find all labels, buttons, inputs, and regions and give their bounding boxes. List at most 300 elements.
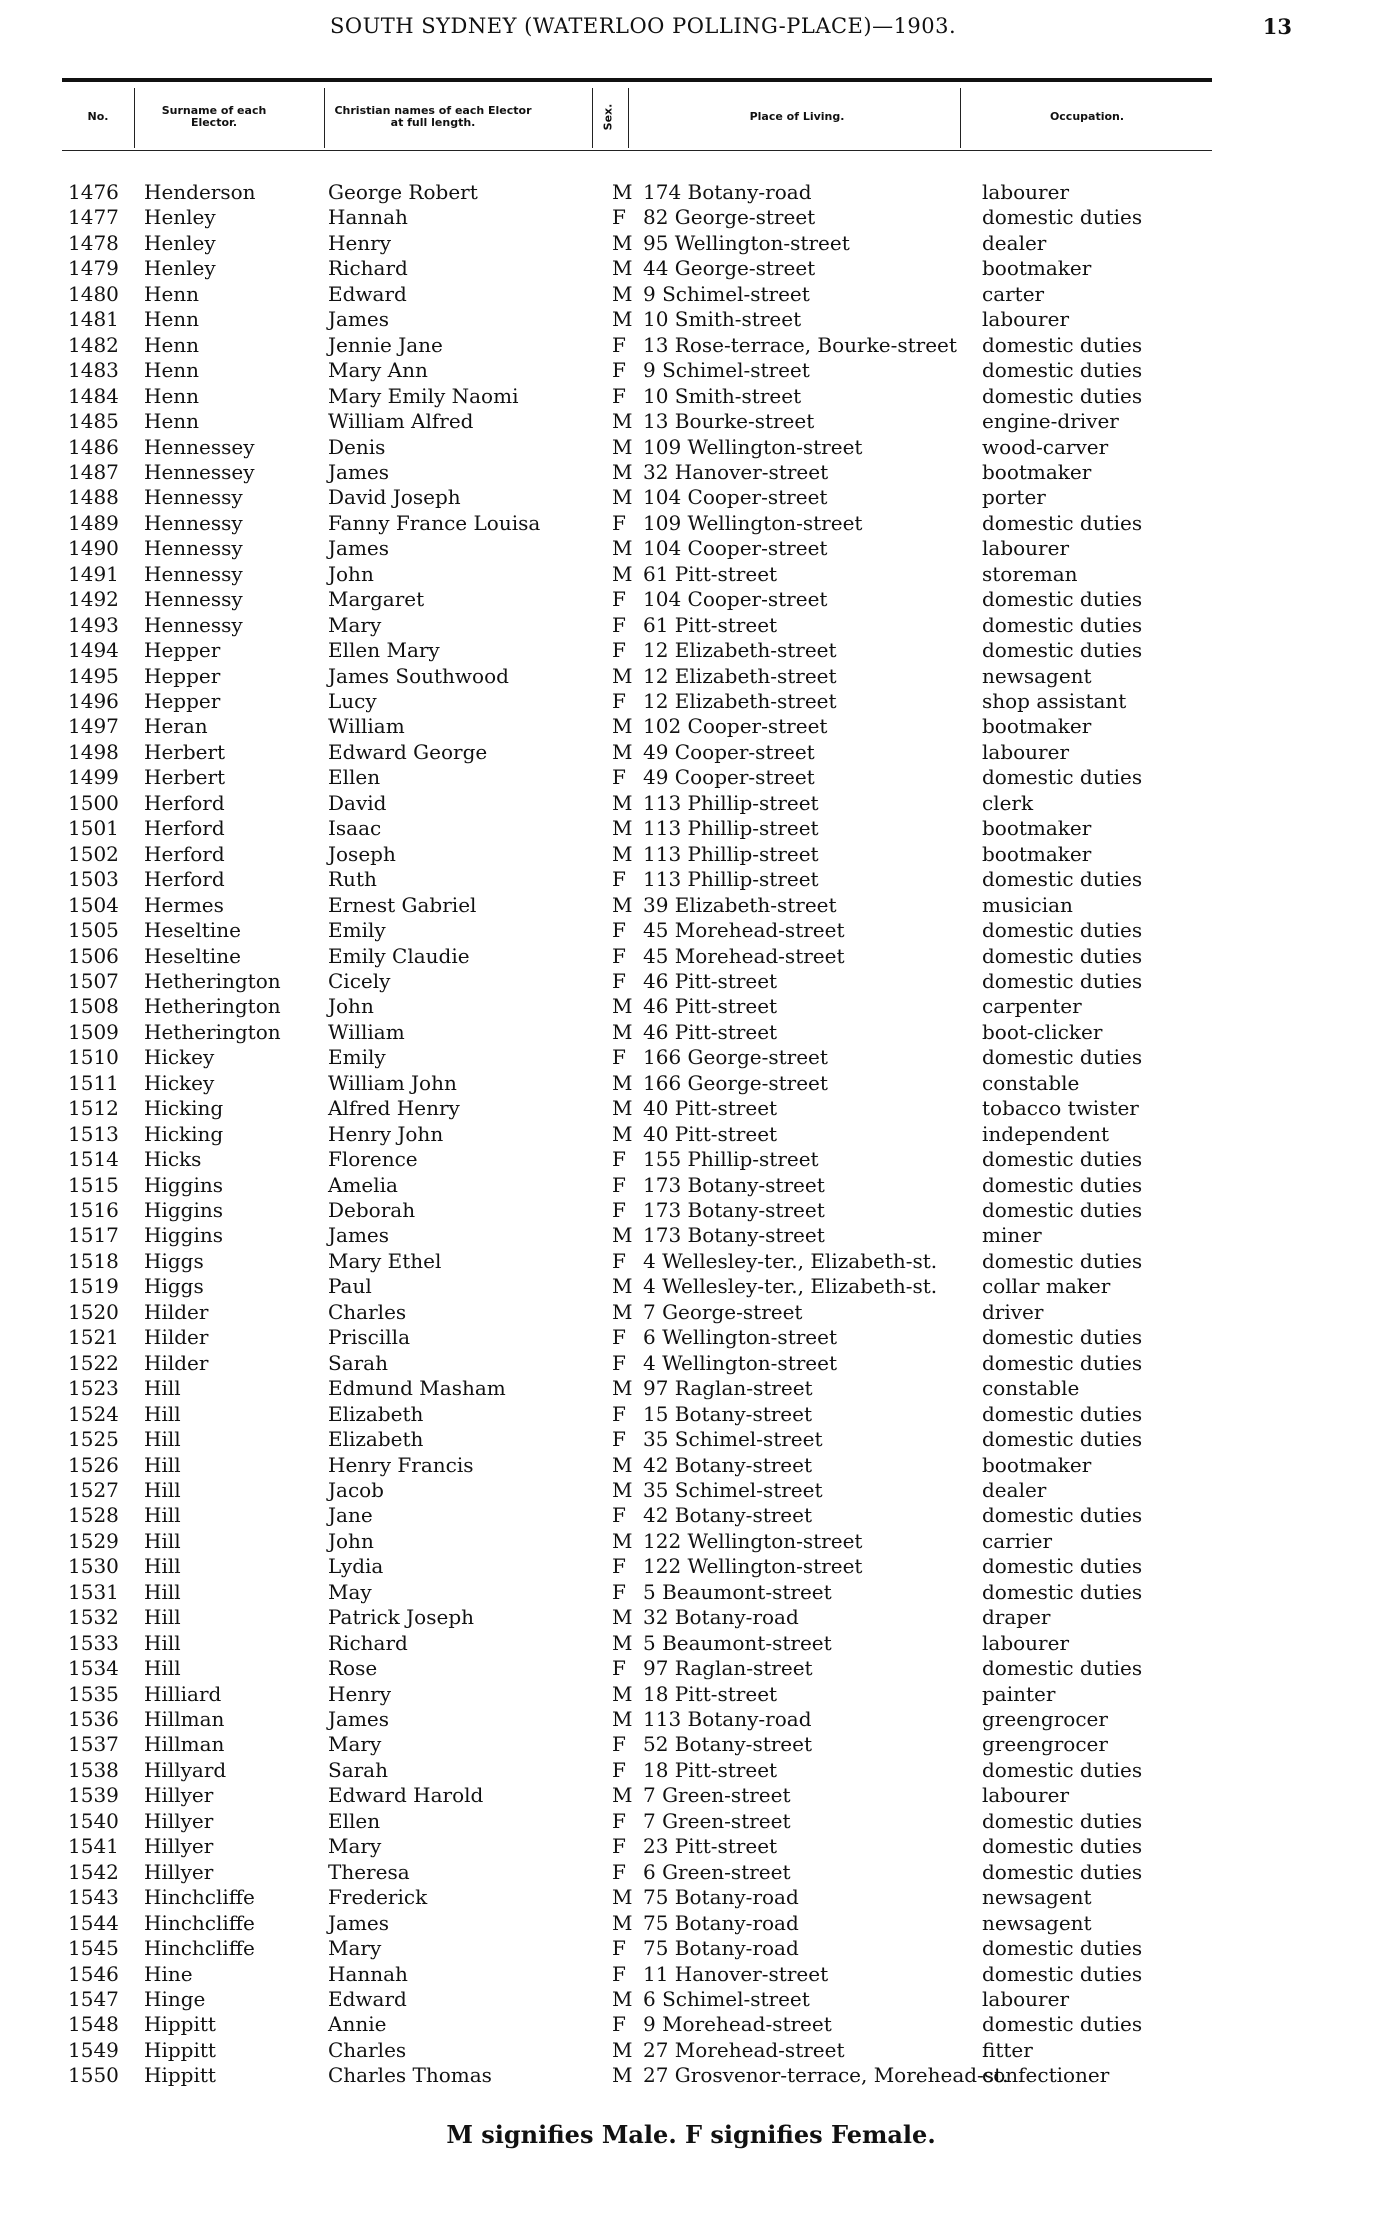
elector-number: 1495: [68, 663, 119, 688]
elector-surname: Hinchcliffe: [144, 1885, 255, 1910]
elector-sex: M: [612, 994, 633, 1019]
elector-christian-names: Patrick Joseph: [328, 1605, 474, 1630]
list-item: [0, 435, 1382, 460]
elector-place-of-living: 9 Morehead-street: [643, 2012, 832, 2037]
elector-christian-names: Jacob: [328, 1477, 384, 1502]
elector-occupation: domestic duties: [982, 1936, 1143, 1961]
elector-sex: M: [612, 1274, 633, 1299]
elector-sex: M: [612, 1477, 633, 1502]
elector-occupation: domestic duties: [982, 1147, 1143, 1172]
elector-occupation: domestic duties: [982, 1757, 1143, 1782]
elector-christian-names: Hannah: [328, 1961, 408, 1986]
elector-christian-names: John: [328, 994, 374, 1019]
elector-sex: F: [612, 1401, 626, 1426]
elector-place-of-living: 44 George-street: [643, 256, 816, 281]
elector-place-of-living: 173 Botany-street: [643, 1172, 825, 1197]
elector-surname: Hillyer: [144, 1808, 214, 1833]
elector-place-of-living: 46 Pitt-street: [643, 968, 778, 993]
list-item: [0, 791, 1382, 816]
elector-surname: Hennessy: [144, 561, 243, 586]
elector-surname: Hennessey: [144, 459, 255, 484]
list-item: [0, 205, 1382, 230]
elector-christian-names: Henry John: [328, 1121, 444, 1146]
elector-occupation: painter: [982, 1681, 1056, 1706]
elector-occupation: labourer: [982, 1630, 1070, 1655]
elector-number: 1486: [68, 434, 119, 459]
elector-number: 1538: [68, 1757, 119, 1782]
elector-number: 1504: [68, 892, 119, 917]
elector-sex: F: [612, 1350, 626, 1375]
elector-place-of-living: 7 George-street: [643, 1299, 803, 1324]
elector-number: 1479: [68, 256, 119, 281]
elector-occupation: domestic duties: [982, 867, 1143, 892]
elector-christian-names: David Joseph: [328, 485, 461, 510]
elector-surname: Hill: [144, 1656, 181, 1681]
elector-number: 1531: [68, 1579, 119, 1604]
elector-sex: F: [612, 1198, 626, 1222]
list-item: [0, 765, 1382, 790]
col-header-occupation: Occupation.: [1049, 110, 1125, 123]
elector-number: 1544: [68, 1910, 119, 1935]
list-item: [0, 282, 1382, 307]
elector-sex: F: [612, 1554, 626, 1579]
elector-number: 1528: [68, 1503, 119, 1528]
elector-occupation: labourer: [982, 739, 1070, 764]
elector-christian-names: Edward George: [328, 739, 488, 764]
elector-surname: Hilder: [144, 1325, 209, 1350]
elector-surname: Hennessy: [144, 536, 243, 561]
elector-place-of-living: 7 Green-street: [643, 1808, 791, 1833]
elector-occupation: independent: [982, 1121, 1109, 1146]
elector-number: 1483: [68, 358, 119, 383]
elector-place-of-living: 109 Wellington-street: [643, 434, 863, 459]
elector-sex: F: [612, 689, 626, 713]
elector-surname: Hillyard: [144, 1757, 227, 1782]
elector-surname: Hill: [144, 1554, 181, 1579]
elector-place-of-living: 4 Wellesley-ter., Elizabeth-st.: [643, 1248, 938, 1273]
elector-sex: F: [612, 968, 626, 993]
elector-christian-names: Frederick: [328, 1885, 428, 1910]
list-item: [0, 1071, 1382, 1096]
list-item: [0, 536, 1382, 561]
list-item: [0, 358, 1382, 383]
elector-surname: Hetherington: [144, 1019, 281, 1044]
elector-christian-names: Cicely: [328, 968, 391, 993]
elector-place-of-living: 174 Botany-road: [643, 180, 812, 204]
list-item: [0, 867, 1382, 892]
elector-sex: F: [612, 765, 626, 790]
list-item: [0, 1732, 1382, 1757]
elector-number: 1507: [68, 968, 119, 993]
elector-number: 1545: [68, 1936, 119, 1961]
top-rule: [62, 78, 1212, 82]
elector-place-of-living: 6 Green-street: [643, 1859, 791, 1884]
list-item: [0, 664, 1382, 689]
elector-sex: M: [612, 1452, 633, 1477]
elector-christian-names: George Robert: [328, 180, 478, 204]
elector-occupation: domestic duties: [982, 943, 1143, 968]
elector-christian-names: Elizabeth: [328, 1427, 424, 1452]
list-item: [0, 944, 1382, 969]
elector-christian-names: Edward Harold: [328, 1783, 484, 1808]
elector-christian-names: Mary: [328, 1834, 382, 1859]
elector-place-of-living: 113 Phillip-street: [643, 867, 819, 892]
elector-place-of-living: 113 Phillip-street: [643, 841, 819, 866]
elector-christian-names: Jane: [328, 1503, 373, 1528]
elector-place-of-living: 5 Beaumont-street: [643, 1579, 832, 1604]
elector-place-of-living: 97 Raglan-street: [643, 1656, 813, 1681]
elector-place-of-living: 18 Pitt-street: [643, 1757, 778, 1782]
elector-number: 1522: [68, 1350, 119, 1375]
elector-occupation: newsagent: [982, 1910, 1092, 1935]
elector-surname: Heseltine: [144, 918, 241, 943]
elector-sex: M: [612, 281, 633, 306]
list-item: [0, 893, 1382, 918]
elector-christian-names: William: [328, 1019, 405, 1044]
elector-place-of-living: 52 Botany-street: [643, 1732, 813, 1757]
elector-occupation: domestic duties: [982, 383, 1143, 408]
column-divider: [628, 88, 629, 148]
elector-number: 1501: [68, 816, 119, 841]
column-divider: [592, 88, 593, 148]
elector-christian-names: Mary Ann: [328, 358, 428, 383]
elector-occupation: domestic duties: [982, 1248, 1143, 1273]
elector-surname: Hicking: [144, 1121, 224, 1146]
elector-number: 1527: [68, 1477, 119, 1502]
elector-surname: Hill: [144, 1579, 181, 1604]
list-item: [0, 1427, 1382, 1452]
list-item: [0, 1478, 1382, 1503]
elector-place-of-living: 122 Wellington-street: [643, 1554, 863, 1579]
elector-place-of-living: 32 Botany-road: [643, 1605, 799, 1630]
elector-christian-names: Florence: [328, 1147, 418, 1172]
elector-number: 1529: [68, 1528, 119, 1553]
list-item: [0, 1325, 1382, 1350]
list-item: [0, 1173, 1382, 1198]
elector-occupation: constable: [982, 1070, 1080, 1095]
elector-christian-names: Hannah: [328, 205, 408, 230]
elector-occupation: labourer: [982, 1783, 1070, 1808]
elector-sex: F: [612, 1503, 626, 1528]
elector-sex: F: [612, 1147, 626, 1172]
elector-sex: F: [612, 1757, 626, 1782]
elector-place-of-living: 15 Botany-street: [643, 1401, 813, 1426]
elector-sex: M: [612, 230, 633, 255]
elector-surname: Higgins: [144, 1198, 223, 1222]
elector-number: 1488: [68, 485, 119, 510]
list-item: [0, 2063, 1382, 2088]
list-item: [0, 1096, 1382, 1121]
elector-christian-names: Ellen: [328, 1808, 381, 1833]
elector-christian-names: Priscilla: [328, 1325, 410, 1350]
elector-christian-names: James: [328, 307, 390, 332]
list-item: [0, 1580, 1382, 1605]
elector-place-of-living: 46 Pitt-street: [643, 994, 778, 1019]
elector-place-of-living: 42 Botany-street: [643, 1452, 813, 1477]
elector-number: 1540: [68, 1808, 119, 1833]
elector-occupation: domestic duties: [982, 2012, 1143, 2037]
elector-occupation: domestic duties: [982, 1503, 1143, 1528]
elector-number: 1497: [68, 714, 119, 739]
elector-christian-names: Denis: [328, 434, 386, 459]
elector-occupation: constable: [982, 1376, 1080, 1401]
list-item: [0, 409, 1382, 434]
elector-sex: F: [612, 1579, 626, 1604]
elector-occupation: domestic duties: [982, 1198, 1143, 1222]
elector-place-of-living: 40 Pitt-street: [643, 1121, 778, 1146]
list-item: [0, 256, 1382, 281]
elector-place-of-living: 13 Bourke-street: [643, 409, 815, 434]
list-item: [0, 816, 1382, 841]
elector-occupation: bootmaker: [982, 714, 1092, 739]
elector-christian-names: Deborah: [328, 1198, 416, 1222]
list-item: [0, 1020, 1382, 1045]
elector-surname: Hine: [144, 1961, 193, 1986]
elector-christian-names: James Southwood: [328, 663, 509, 688]
elector-surname: Herford: [144, 790, 225, 815]
elector-surname: Hennessey: [144, 434, 255, 459]
elector-number: 1539: [68, 1783, 119, 1808]
list-item: [0, 1834, 1382, 1859]
elector-occupation: dealer: [982, 1477, 1047, 1502]
elector-number: 1520: [68, 1299, 119, 1324]
elector-surname: Hilder: [144, 1350, 209, 1375]
elector-occupation: driver: [982, 1299, 1044, 1324]
column-divider: [134, 88, 135, 148]
list-item: [0, 231, 1382, 256]
elector-sex: F: [612, 1325, 626, 1350]
elector-sex: M: [612, 1681, 633, 1706]
list-item: [0, 485, 1382, 510]
elector-surname: Hepper: [144, 638, 221, 663]
elector-number: 1541: [68, 1834, 119, 1859]
elector-place-of-living: 122 Wellington-street: [643, 1528, 863, 1553]
elector-number: 1523: [68, 1376, 119, 1401]
elector-place-of-living: 32 Hanover-street: [643, 459, 829, 484]
elector-number: 1547: [68, 1986, 119, 2011]
elector-surname: Henley: [144, 256, 216, 281]
elector-number: 1482: [68, 332, 119, 357]
elector-surname: Henley: [144, 205, 216, 230]
elector-place-of-living: 109 Wellington-street: [643, 510, 863, 535]
list-item: [0, 1453, 1382, 1478]
elector-place-of-living: 9 Schimel-street: [643, 281, 810, 306]
list-item: [0, 842, 1382, 867]
list-item: [0, 333, 1382, 358]
list-item: [0, 180, 1382, 205]
elector-number: 1526: [68, 1452, 119, 1477]
elector-surname: Hillman: [144, 1707, 225, 1731]
elector-occupation: domestic duties: [982, 1961, 1143, 1986]
elector-place-of-living: 95 Wellington-street: [643, 230, 850, 255]
elector-christian-names: William Alfred: [328, 409, 474, 434]
elector-place-of-living: 102 Cooper-street: [643, 714, 828, 739]
list-item: [0, 1300, 1382, 1325]
elector-sex: M: [612, 1299, 633, 1324]
elector-occupation: newsagent: [982, 1885, 1092, 1910]
elector-christian-names: William: [328, 714, 405, 739]
elector-occupation: domestic duties: [982, 1325, 1143, 1350]
elector-occupation: domestic duties: [982, 1554, 1143, 1579]
elector-christian-names: Ellen: [328, 765, 381, 790]
list-item: [0, 562, 1382, 587]
list-item: [0, 1223, 1382, 1248]
elector-occupation: domestic duties: [982, 1579, 1143, 1604]
elector-place-of-living: 97 Raglan-street: [643, 1376, 813, 1401]
elector-number: 1525: [68, 1427, 119, 1452]
elector-occupation: clerk: [982, 790, 1034, 815]
elector-surname: Herford: [144, 841, 225, 866]
list-item: [0, 1936, 1382, 1961]
elector-occupation: storeman: [982, 561, 1078, 586]
elector-occupation: domestic duties: [982, 587, 1143, 612]
elector-surname: Hillyer: [144, 1834, 214, 1859]
page-number: 13: [1262, 14, 1292, 39]
elector-christian-names: James: [328, 1707, 390, 1731]
elector-surname: Hillyer: [144, 1859, 214, 1884]
elector-surname: Hill: [144, 1401, 181, 1426]
list-item: [0, 689, 1382, 714]
list-item: [0, 1605, 1382, 1630]
elector-place-of-living: 155 Phillip-street: [643, 1147, 819, 1172]
footer-note: M signifies Male. F signifies Female.: [446, 2120, 936, 2149]
elector-surname: Herford: [144, 867, 225, 892]
elector-number: 1496: [68, 689, 119, 713]
elector-sex: F: [612, 1045, 626, 1070]
elector-occupation: domestic duties: [982, 1859, 1143, 1884]
elector-sex: M: [612, 1986, 633, 2011]
elector-sex: M: [612, 739, 633, 764]
elector-sex: F: [612, 612, 626, 637]
elector-place-of-living: 6 Wellington-street: [643, 1325, 838, 1350]
elector-christian-names: Annie: [328, 2012, 387, 2037]
elector-place-of-living: 49 Cooper-street: [643, 739, 815, 764]
elector-place-of-living: 75 Botany-road: [643, 1885, 799, 1910]
elector-place-of-living: 5 Beaumont-street: [643, 1630, 832, 1655]
list-item: [0, 1860, 1382, 1885]
elector-occupation: boot-clicker: [982, 1019, 1103, 1044]
list-item: [0, 1147, 1382, 1172]
elector-occupation: domestic duties: [982, 332, 1143, 357]
elector-surname: Heran: [144, 714, 208, 739]
elector-christian-names: David: [328, 790, 387, 815]
elector-sex: M: [612, 1910, 633, 1935]
elector-number: 1536: [68, 1707, 119, 1731]
elector-place-of-living: 35 Schimel-street: [643, 1427, 823, 1452]
elector-surname: Hill: [144, 1630, 181, 1655]
elector-surname: Henn: [144, 409, 200, 434]
elector-sex: M: [612, 2037, 633, 2062]
elector-occupation: greengrocer: [982, 1732, 1108, 1757]
list-item: [0, 1503, 1382, 1528]
elector-occupation: domestic duties: [982, 1401, 1143, 1426]
elector-place-of-living: 166 George-street: [643, 1070, 828, 1095]
elector-christian-names: Paul: [328, 1274, 372, 1299]
elector-christian-names: Alfred Henry: [328, 1096, 460, 1121]
elector-sex: M: [612, 714, 633, 739]
elector-number: 1511: [68, 1070, 119, 1095]
elector-surname: Henn: [144, 332, 200, 357]
elector-occupation: domestic duties: [982, 510, 1143, 535]
elector-number: 1549: [68, 2037, 119, 2062]
list-item: [0, 1198, 1382, 1223]
elector-sex: M: [612, 1096, 633, 1121]
elector-christian-names: Sarah: [328, 1757, 388, 1782]
elector-occupation: porter: [982, 485, 1046, 510]
elector-occupation: domestic duties: [982, 1834, 1143, 1859]
elector-place-of-living: 4 Wellington-street: [643, 1350, 838, 1375]
elector-place-of-living: 4 Wellesley-ter., Elizabeth-st.: [643, 1274, 938, 1299]
elector-sex: M: [612, 180, 633, 204]
list-item: [0, 1809, 1382, 1834]
elector-sex: M: [612, 2063, 633, 2088]
list-item: [0, 1962, 1382, 1987]
elector-occupation: domestic duties: [982, 1172, 1143, 1197]
elector-number: 1533: [68, 1630, 119, 1655]
elector-surname: Herbert: [144, 765, 226, 790]
elector-number: 1515: [68, 1172, 119, 1197]
elector-christian-names: Joseph: [328, 841, 396, 866]
elector-number: 1476: [68, 180, 119, 204]
elector-christian-names: Charles: [328, 2037, 407, 2062]
list-item: [0, 969, 1382, 994]
list-item: [0, 1987, 1382, 2012]
elector-christian-names: Margaret: [328, 587, 425, 612]
elector-sex: F: [612, 1172, 626, 1197]
elector-number: 1543: [68, 1885, 119, 1910]
elector-sex: M: [612, 1070, 633, 1095]
elector-number: 1518: [68, 1248, 119, 1273]
col-header-no: No.: [87, 110, 109, 123]
elector-sex: M: [612, 790, 633, 815]
elector-place-of-living: 104 Cooper-street: [643, 485, 828, 510]
list-item: [0, 1402, 1382, 1427]
elector-number: 1506: [68, 943, 119, 968]
elector-surname: Hippitt: [144, 2063, 216, 2088]
elector-place-of-living: 27 Morehead-street: [643, 2037, 845, 2062]
elector-surname: Henn: [144, 281, 200, 306]
elector-place-of-living: 113 Phillip-street: [643, 816, 819, 841]
elector-place-of-living: 35 Schimel-street: [643, 1477, 823, 1502]
list-item: [0, 1274, 1382, 1299]
page-header: [0, 14, 1382, 54]
elector-sex: F: [612, 1656, 626, 1681]
elector-christian-names: James: [328, 1223, 390, 1248]
column-divider: [960, 88, 961, 148]
elector-sex: F: [612, 1936, 626, 1961]
elector-occupation: domestic duties: [982, 1656, 1143, 1681]
elector-number: 1535: [68, 1681, 119, 1706]
elector-christian-names: Henry Francis: [328, 1452, 474, 1477]
elector-christian-names: Ernest Gabriel: [328, 892, 477, 917]
elector-number: 1502: [68, 841, 119, 866]
elector-occupation: labourer: [982, 307, 1070, 332]
elector-place-of-living: 104 Cooper-street: [643, 587, 828, 612]
list-item: [0, 918, 1382, 943]
elector-number: 1550: [68, 2063, 119, 2088]
elector-surname: Hickey: [144, 1070, 215, 1095]
elector-place-of-living: 10 Smith-street: [643, 307, 802, 332]
elector-christian-names: Lucy: [328, 689, 377, 713]
elector-occupation: collar maker: [982, 1274, 1111, 1299]
list-item: [0, 1885, 1382, 1910]
col-header-place: Place of Living.: [749, 110, 845, 123]
elector-occupation: carrier: [982, 1528, 1053, 1553]
elector-christian-names: Ellen Mary: [328, 638, 440, 663]
elector-christian-names: James: [328, 459, 390, 484]
elector-christian-names: Rose: [328, 1656, 378, 1681]
elector-sex: M: [612, 1783, 633, 1808]
